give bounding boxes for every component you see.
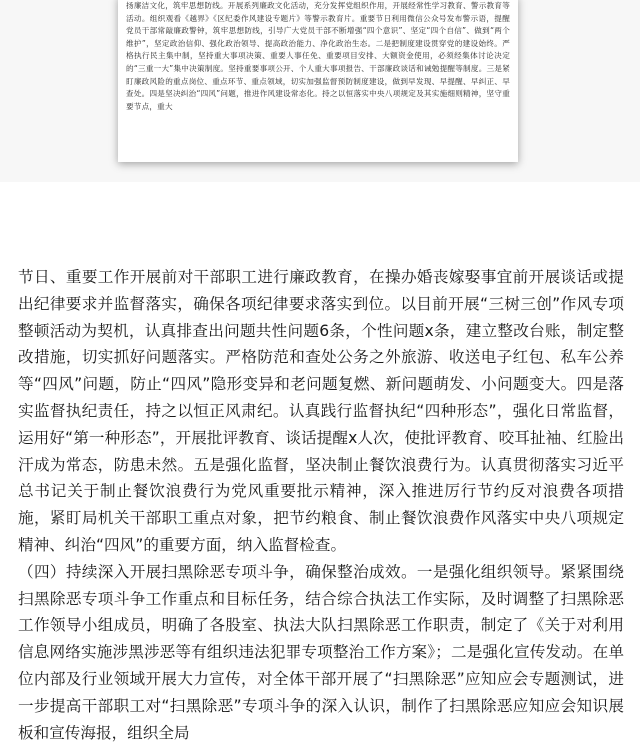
body-paragraph: 节日、重要工作开展前对干部职工进行廉政教育，在操办婚丧嫁娶事宜前开展谈话或提出纪律要求并监督落实，确保各项纪律要求落实到位。以目前开展“三树三创”作风专项整顿活动为契机，认真排查出问题共性问题6条，个性问题x条，建立整改台账，制定整改措施，切实抓好问题落实。严格防范和查处公务之外旅游、收送电子红包、私车公养等“四风”问题，防止“四风”隐形变异和老问题复燃、新问题萌发、小问题变大。四是落实监督执纪责任，持之以恒正风肃纪。认真践行监督执纪“四种形态”，强化日常监督，运用好“第一种形态”，开展批评教育、谈话提醒x人次，使批评教育、咬耳扯袖、红脸出汗成为常态，防患未然。五是强化监督，坚决制止餐饮浪费行为。认真贯彻落实习近平总书记关于制止餐饮浪费行为党风重要批示精神，深入推进厉行节约反对浪费各项措施，紧盯局机关干部职工重点对象，把节约粮食、制止餐饮浪费作风落实中央八项规定精神、纠治“四风”的重要方面，纳入监督检查。 bbox=[18, 268, 624, 554]
body-paragraph: （四）持续深入开展扫黑除恶专项斗争，确保整治成效。一是强化组织领导。紧紧围绕扫黑除恶专项斗争工作重点和目标任务，结合综合执法工作实际，及时调整了扫黑除恶工作领导小组成员，明确了各股室、执法大队扫黑除恶工作职责，制定了《关于对利用信息网络实施涉黑涉恶等有组织违法犯罪专项整治工作方案》；二是强化宣传发动。在单位内部及行业领域开展大力宣传，对全体干部开展了“扫黑除恶”应知应会专题测试，进一步提高干部职工对“扫黑除恶”专项斗争的深入认识，制作了扫黑除恶应知应会知识展板和宣传海报，组织全局 bbox=[18, 562, 624, 742]
document-page-preview bbox=[118, 0, 518, 162]
preview-page-text: 扬廉洁文化，筑牢思想防线。开展系列廉政文化活动，充分发挥党组织作用，开展经常性学习教育、警示教育等活动。组织观看《越界》《区纪委作风建设专题片》等警示教育片。重要节日利用微信公众号发布警示语，提醒党员干部常敲廉政警钟，筑牢思想防线，引导广大党员干部不断增强“四个意识”、坚定“四个自信”、做到“两个维护”，坚定政治信仰、强化政治领导、提高政治能力、净化政治生态。二是把制度建设贯穿党的建设始终。严格执行民主集中制，坚持重大事项决策、重要人事任免、重要项目安排、大额资金使用，必须经集体讨论决定的“三重一大”集中决策制度。坚持重要事项公开、个人重大事项报告、干部廉政谈话和诫勉提醒等制度。三是紧盯廉政风险的重点岗位、重点环节、重点领域，切实加强监督预防制度建设，做到早发现、早提醒、早纠正、早查处。四是坚决纠治“四风”问题，推进作风建设常态化。持之以恒落实中央八项规定及其实施细则精神，坚守重要节点，重大 bbox=[126, 1, 510, 111]
document-preview-area bbox=[0, 0, 640, 182]
document-body bbox=[18, 264, 624, 746]
